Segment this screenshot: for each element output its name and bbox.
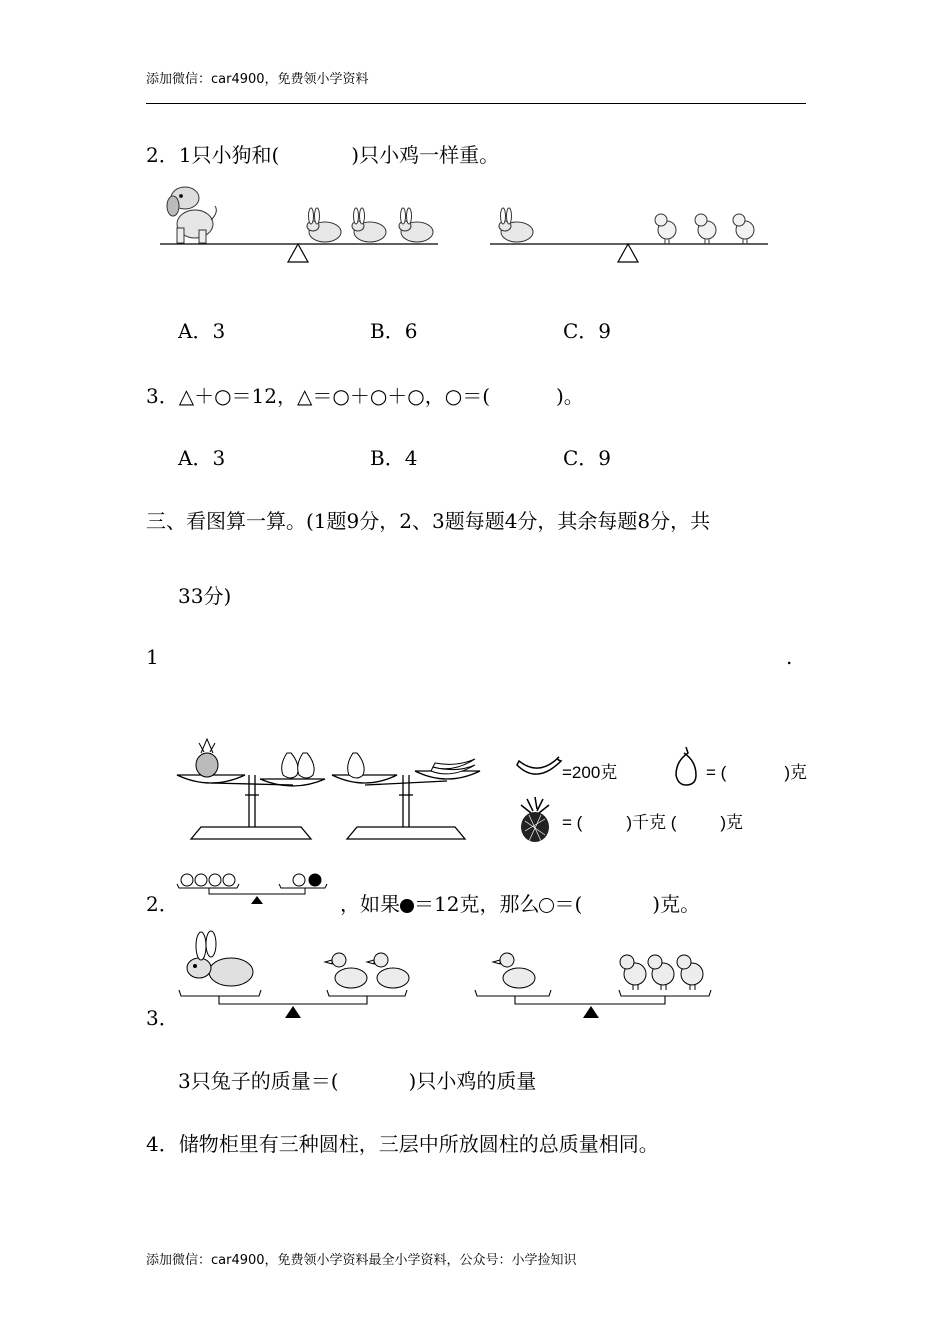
question-3 [146, 380, 584, 409]
q2-option-b[interactable]: B．6 [370, 319, 418, 343]
dog-icon [167, 187, 216, 243]
question-2-suffix: )只小鸡一样重。 [351, 143, 500, 167]
page-footer: 添加微信：car4900，免费领小学资料最全小学资料，公众号：小学捡知识 [146, 1253, 577, 1268]
chick-icon [677, 955, 703, 990]
section-3-title-line1: 三、看图算一算。(1题9分，2、3题每题4分，其余每题8分，共 [146, 509, 711, 533]
q3-option-c[interactable]: C．9 [563, 446, 612, 470]
duck-icon [367, 953, 409, 988]
scale-right [332, 771, 480, 839]
chick-icon [648, 955, 674, 990]
pineapple-icon [515, 795, 555, 843]
chick-icon [733, 214, 754, 244]
rabbit-icon [399, 208, 433, 242]
pear-eq-open: = ( [706, 763, 727, 782]
rabbit-icon [352, 208, 386, 242]
pear-icon [348, 753, 364, 778]
chick-icon [620, 955, 646, 990]
q2-option-c[interactable]: C．9 [563, 319, 612, 343]
pear-icon [672, 745, 700, 787]
rabbit-duck-chick-figure [175, 930, 720, 1022]
rabbit-icon [187, 931, 253, 986]
balance-left [179, 990, 407, 1004]
problem-2-text [340, 888, 700, 917]
p2-text-b: ＝12克，那么 [414, 892, 540, 916]
header-divider [146, 103, 806, 104]
duck-icon [493, 953, 535, 988]
filled-circle-icon [400, 899, 414, 913]
page-header: 添加微信：car4900，免费领小学资料 [146, 72, 369, 87]
chick-icon [655, 214, 676, 244]
question-2-prefix: 2．1只小狗和( [146, 143, 280, 167]
p2-text-a: ，如果 [340, 892, 400, 916]
p2-text-c: ＝( [554, 892, 583, 916]
section-3-title-line2: 33分) [178, 584, 232, 608]
p2-text-d: )克。 [652, 892, 701, 916]
pear-icon [282, 753, 314, 778]
pineapple-eq-open: = ( [562, 813, 583, 832]
fulcrum-icon [583, 1006, 599, 1018]
problem-4: 4．储物柜里有三种圆柱，三层中所放圆柱的总质量相同。 [146, 1132, 659, 1156]
problem-1-number: 1 [146, 645, 159, 669]
q2-option-a[interactable]: A．3 [178, 319, 226, 343]
pineapple-eq-mid: )千克 ( [626, 813, 677, 832]
q3-option-a[interactable]: A．3 [178, 446, 226, 470]
small-balance-figure [175, 868, 335, 910]
scales-figure [175, 735, 485, 845]
q2-balance-figure [155, 180, 775, 270]
chick-icon [695, 214, 716, 244]
problem-3-statement [178, 1065, 536, 1094]
pineapple-eq-close: )克 [720, 813, 744, 832]
pineapple-equation [562, 808, 743, 833]
problem-1-dot: . [786, 645, 793, 669]
balance-left [160, 244, 438, 262]
pear-equation [706, 758, 807, 783]
p3-statement-open: 3只兔子的质量＝( [178, 1069, 339, 1093]
question-3-suffix: )。 [556, 384, 584, 408]
problem-2-number: 2． [146, 892, 179, 916]
balance-right [490, 244, 768, 262]
p3-statement-close: )只小鸡的质量 [408, 1069, 537, 1093]
pineapple-icon [196, 739, 218, 777]
question-2 [146, 139, 499, 168]
question-3-text: 3．△＋○＝12，△＝○＋○＋○，○＝( [146, 384, 490, 408]
rabbit-icon [499, 208, 533, 242]
balance-right [475, 990, 711, 1004]
banana-equation: =200克 [562, 763, 618, 782]
scale-left [177, 775, 325, 839]
duck-icon [325, 953, 367, 988]
rabbit-icon [307, 208, 341, 242]
fulcrum-icon [285, 1006, 301, 1018]
empty-circle-icon [539, 898, 554, 913]
fulcrum-icon [251, 896, 263, 904]
problem-3-number: 3． [146, 1006, 179, 1030]
q3-option-b[interactable]: B．4 [370, 446, 418, 470]
pear-eq-close: )克 [784, 763, 807, 782]
banana-icon [515, 755, 565, 783]
